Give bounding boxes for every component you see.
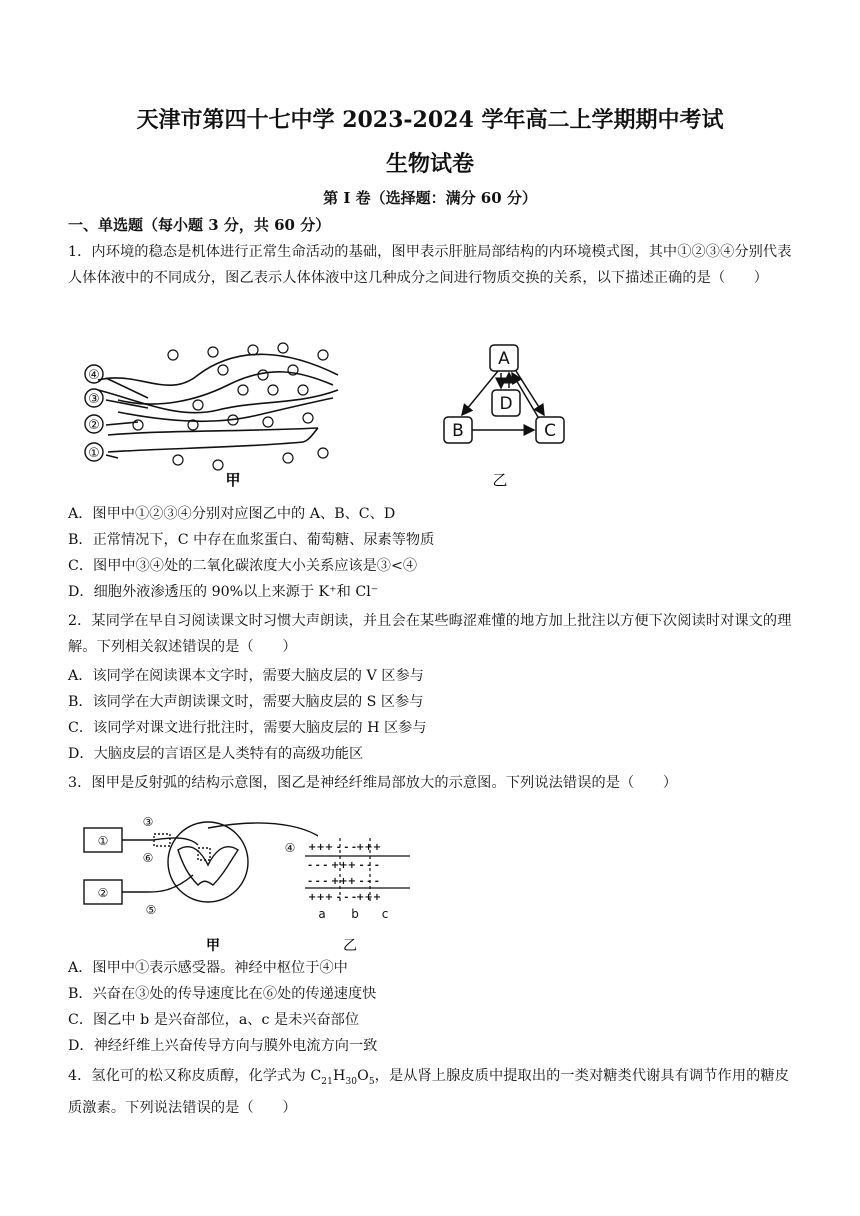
svg-text:③: ③ (142, 815, 154, 829)
exam-subtitle: 生物试卷 (385, 151, 474, 177)
q1-figure-jia (78, 330, 348, 490)
svg-text:⑥: ⑥ (142, 851, 154, 865)
exam-title: 天津市第四十七中学 2023-2024 学年高二上学期期中考试 (136, 107, 724, 133)
svg-text:③: ③ (88, 392, 100, 407)
svg-text:②: ② (97, 886, 109, 900)
q1-option-c: C．图甲中③④处的二氧化碳浓度大小关系应该是③<④ (68, 558, 418, 574)
q3-fig-label-jia: 甲 (206, 938, 220, 954)
q3-figure-yi (300, 828, 420, 958)
svg-text:⑤: ⑤ (145, 903, 157, 917)
svg-text:- - - +++ - - -: - - - +++ - - - (308, 876, 379, 887)
svg-text:c: c (381, 907, 389, 921)
exam-part: 第 I 卷（选择题：满分 60 分） (323, 189, 537, 207)
svg-text:①: ① (88, 446, 100, 461)
q1-option-b: B．正常情况下，C 中存在血浆蛋白、葡萄糖、尿素等物质 (68, 532, 435, 548)
q2-option-b: B．该同学在大声朗读课文时，需要大脑皮层的 S 区参与 (68, 694, 424, 710)
q2-option-c: C．该同学对课文进行批注时，需要大脑皮层的 H 区参与 (68, 720, 427, 736)
question-1-stem: 1．内环境的稳态是机体进行正常生命活动的基础，图甲表示肝脏局部结构的内环境模式图，其中①②③④分别代表人体体液中的不同成分，图乙表示人体体液中这几种成分之间进行物质交换的关系，以下描述正确的是（ ） (68, 244, 792, 286)
svg-text:+++ - - -+++: +++ - - -+++ (308, 892, 382, 903)
svg-text:b: b (351, 907, 359, 921)
box-b: B (452, 421, 464, 441)
q3-fig-label-yi: 乙 (343, 938, 357, 954)
svg-text:①: ① (97, 834, 109, 848)
svg-text:a: a (318, 907, 326, 921)
question-4-stem: 4．氢化可的松又称皮质醇，化学式为 $C_{21}H_{30}O_5$，是从肾上腺皮质中提取出的一类对糖类代谢具有调节作用的糖皮质激素。下列说法错误的是（ ） (68, 1068, 789, 1116)
box-d: D (499, 394, 513, 414)
svg-text:- - - +++ - - -: - - - +++ - - - (308, 860, 379, 871)
q1-option-a: A．图甲中①②③④分别对应图乙中的 A、B、C、D (68, 506, 396, 522)
q3-option-a: A．图甲中①表示感受器。神经中枢位于④中 (68, 960, 348, 976)
q3-option-d: D．神经纤维上兴奋传导方向与膜外电流方向一致 (68, 1038, 378, 1054)
q1-fig-label-yi: 乙 (492, 471, 508, 489)
box-a: A (498, 349, 510, 369)
svg-text:④: ④ (284, 841, 296, 855)
question-2-stem: 2．某同学在早自习阅读课文时习惯大声朗读，并且会在某些晦涩难懂的地方加上批注以方便下次阅读时对课文的理解。下列相关叙述错误的是（ ） (68, 613, 792, 655)
q2-option-a: A．该同学在阅读课本文字时，需要大脑皮层的 V 区参与 (68, 668, 424, 684)
q1-fig-label-jia: 甲 (225, 471, 241, 489)
q2-option-d: D．大脑皮层的言语区是人类特有的高级功能区 (68, 746, 364, 762)
q3-option-b: B．兴奋在③处的传导速度比在⑥处的传递速度快 (68, 986, 377, 1002)
question-3-stem: 3．图甲是反射弧的结构示意图，图乙是神经纤维局部放大的示意图。下列说法错误的是（ ） (68, 775, 678, 791)
q3-figure-jia (78, 810, 318, 955)
box-c: C (544, 421, 556, 441)
svg-text:+++ - - -+++: +++ - - -+++ (308, 842, 382, 853)
section-heading: 一、单选题（每小题 3 分，共 60 分） (68, 216, 331, 234)
svg-text:④: ④ (88, 368, 100, 383)
q3-option-c: C．图乙中 b 是兴奋部位，a、c 是未兴奋部位 (68, 1012, 360, 1028)
q1-figure-yi (430, 335, 590, 495)
svg-text:②: ② (88, 418, 100, 433)
q1-option-d: D．细胞外液渗透压的 90%以上来源于 K⁺和 Cl⁻ (68, 584, 379, 600)
